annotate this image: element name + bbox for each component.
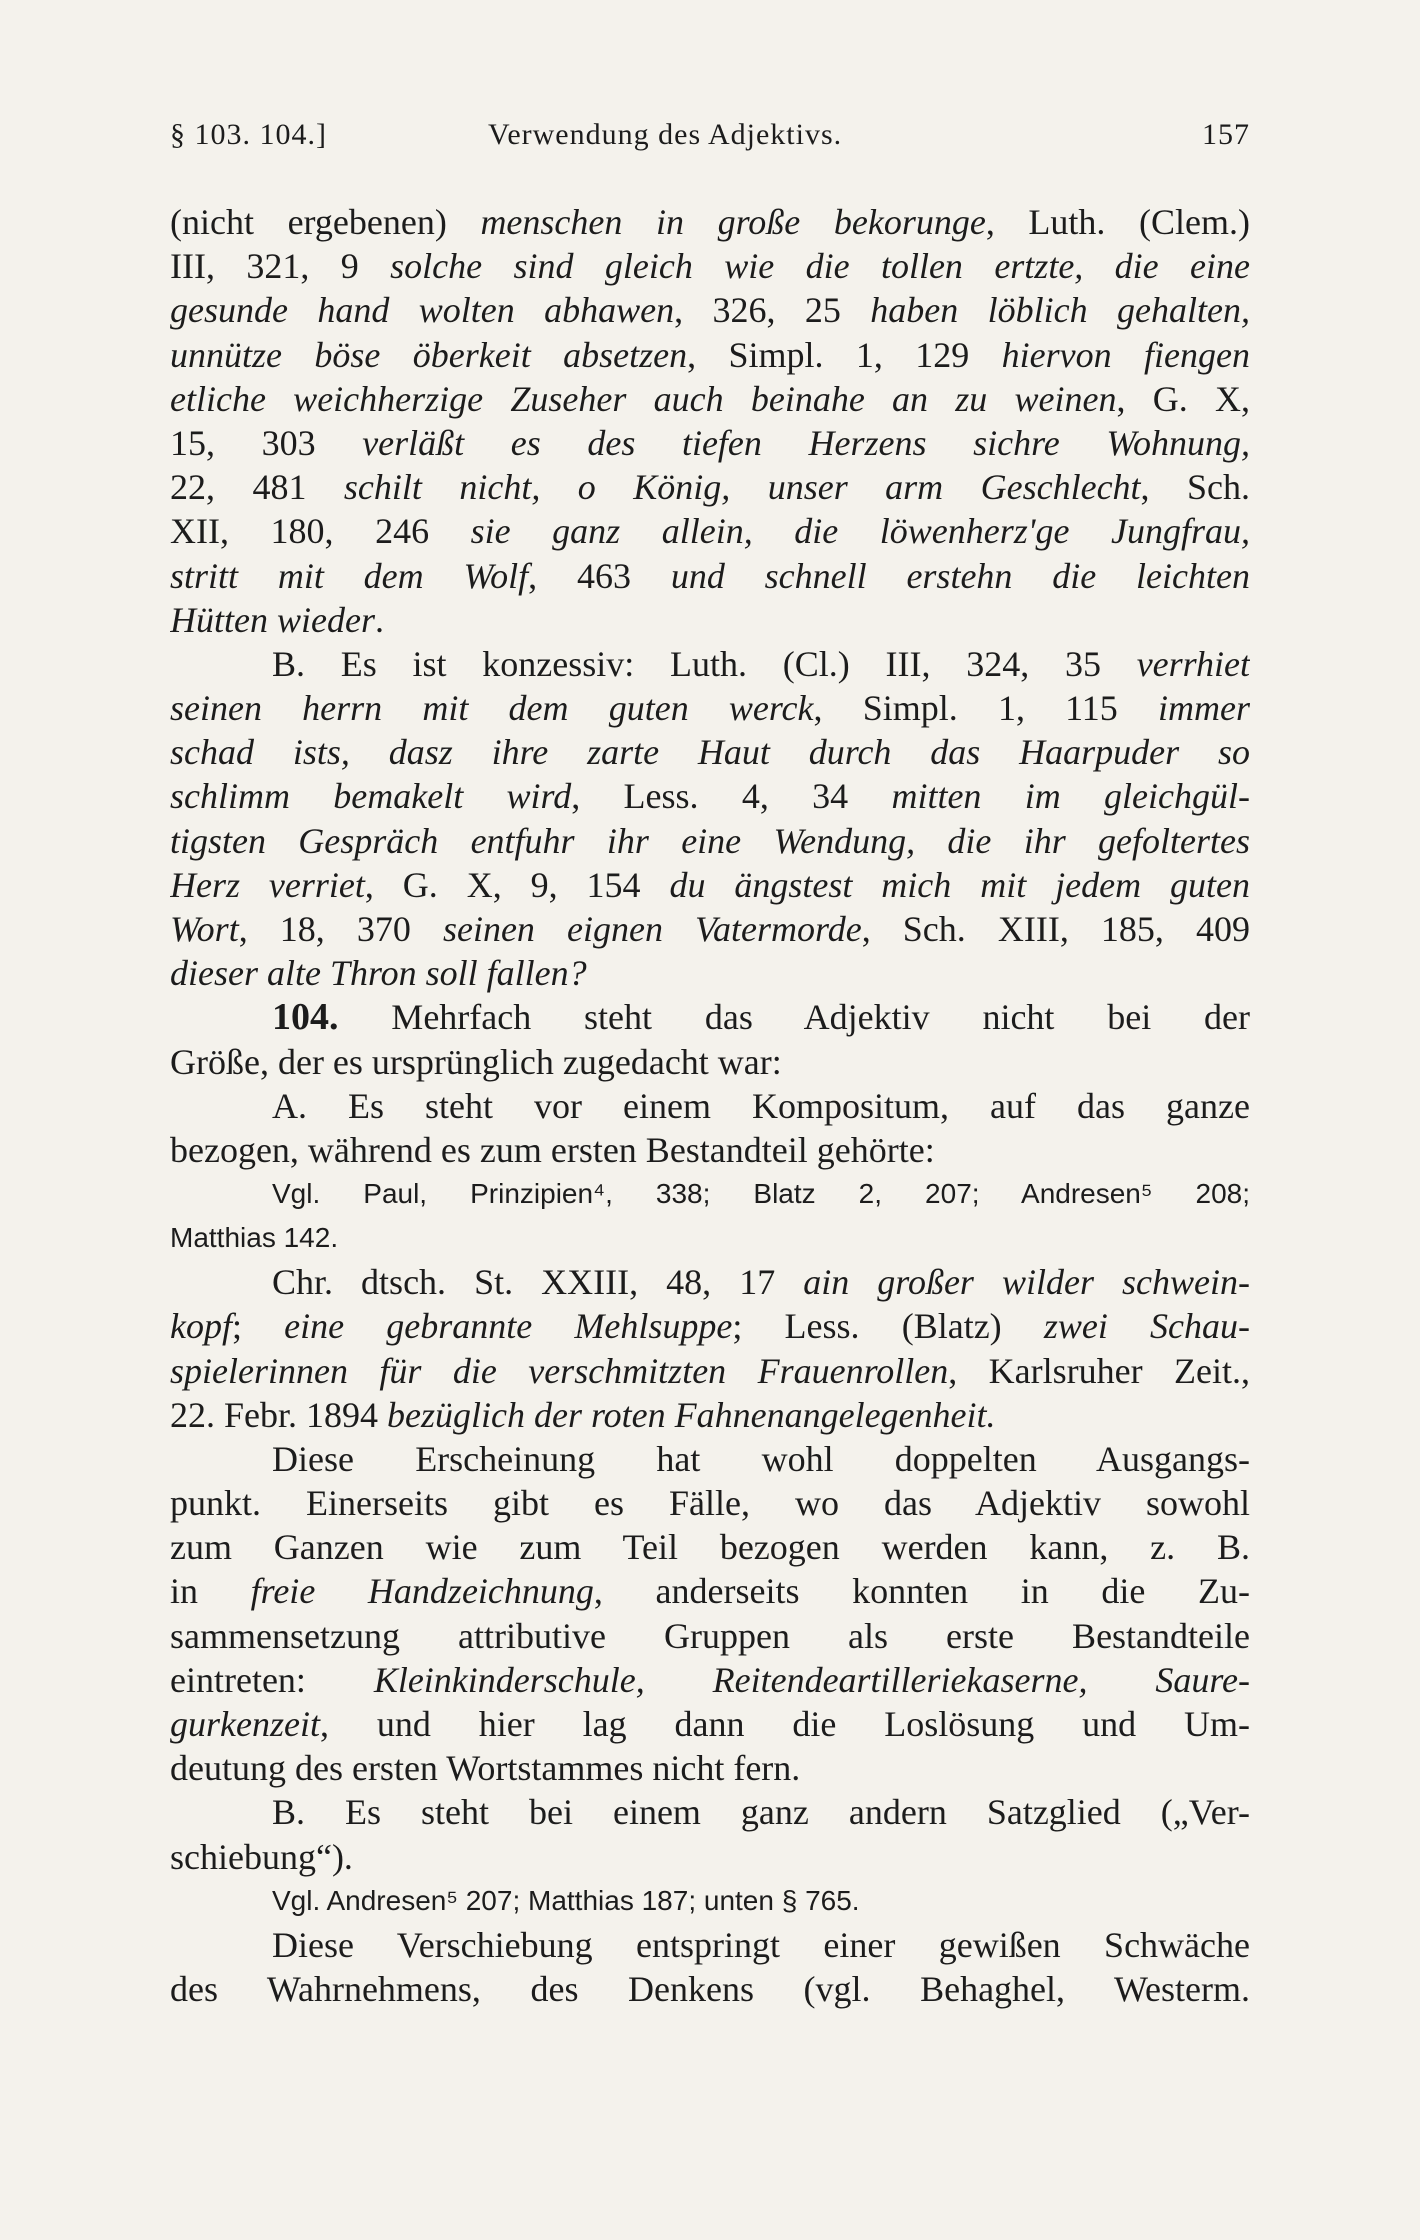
text-span: punkt. Einerseits gibt es Fälle, wo das Adjektiv sowohl [170, 1483, 1250, 1524]
quotation-text: dieser alte Thron soll fallen? [170, 953, 587, 994]
text-line [170, 1835, 1250, 1879]
text-span: , G. X, [1116, 378, 1250, 419]
text-span: Matthias 142. [170, 1222, 339, 1254]
text-span: A. Es steht vor einem Kompositum, auf das ganze [272, 1085, 1250, 1126]
text-line [170, 421, 1250, 465]
quotation-text: eine gebrannte Mehlsuppe [284, 1306, 733, 1347]
text-span: eintreten: [170, 1659, 374, 1700]
text-line [170, 377, 1250, 421]
reference-line [170, 1216, 1250, 1260]
text-line [170, 1923, 1250, 1967]
quotation-text: unnütze böse öberkeit absetzen [170, 334, 688, 375]
text-span: zum Ganzen wie zum Teil bezogen werden kann, z. B. [170, 1527, 1250, 1568]
quotation-text: haben löblich gehalten, [870, 290, 1250, 331]
text-line [170, 1304, 1250, 1348]
text-span: , Luth. (Clem.) [985, 202, 1250, 242]
quotation-text: gurkenzeit [170, 1704, 320, 1744]
text-line [170, 554, 1250, 598]
text-span: , Karlsruher Zeit., [948, 1350, 1250, 1391]
quotation-text: Herz verriet [170, 864, 365, 905]
text-span: 22. Febr. 1894 [170, 1394, 388, 1435]
text-span: Chr. dtsch. St. XXIII, 48, 17 [272, 1262, 804, 1303]
text-line [170, 1128, 1250, 1172]
text-line [170, 333, 1250, 377]
quotation-text: hiervon fiengen [1001, 334, 1250, 375]
text-line [170, 288, 1250, 332]
quotation-text: schad ists, dasz ihre zarte Haut durch das Haarpuder so [170, 732, 1250, 773]
text-span: , G. X, 9, 154 [364, 864, 670, 905]
quotation-text: verläßt es des tiefen Herzens sichre Wohnung, [362, 422, 1250, 463]
text-line [170, 1040, 1250, 1084]
text-line [170, 1746, 1250, 1790]
text-span: III, 321, 9 [170, 246, 391, 287]
text-line [170, 1658, 1250, 1702]
text-span: XII, 180, 246 [170, 511, 471, 552]
quotation-text: etliche weichherzige Zuseher auch beinahe an zu weinen [170, 378, 1117, 419]
text-span: B. Es ist konzessiv: Luth. (Cl.) III, 324, 35 [272, 643, 1137, 684]
text-line [170, 730, 1250, 774]
quotation-text: Hütten wieder [170, 599, 375, 640]
text-span: , Simpl. 1, 129 [687, 334, 1002, 375]
text-line [170, 1481, 1250, 1525]
text-line [170, 774, 1250, 818]
text-span: deutung des ersten Wortstammes nicht fern. [170, 1748, 801, 1789]
text-span: , Sch. [1140, 467, 1250, 508]
text-span: Vgl. Andresen⁵ 207; Matthias 187; unten § 765. [272, 1884, 860, 1916]
text-span: , 18, 370 [238, 909, 443, 949]
text-span: ; [231, 1306, 285, 1347]
running-title: Verwendung des Adjektivs. [488, 118, 843, 151]
paragraph-number: 104. [272, 996, 339, 1039]
text-span: schiebung“). [170, 1836, 353, 1877]
text-span: Vgl. Paul, Prinzipien⁴, 338; Blatz 2, 207; Andresen⁵ 208; [272, 1178, 1250, 1210]
quotation-text: stritt mit dem Wolf [170, 555, 529, 596]
quotation-text: solche sind gleich wie die tollen ertzte, die eine [390, 246, 1250, 287]
text-line [170, 509, 1250, 553]
quotation-text: bezüglich der roten Fahnenangelegenheit. [387, 1394, 996, 1435]
text-line [170, 951, 1250, 995]
quotation-text: Kleinkinderschule, Reitendeartilleriekaserne, Saure- [373, 1659, 1250, 1700]
page-number: 157 [1202, 118, 1250, 151]
quotation-text: menschen in große bekorunge [480, 202, 986, 242]
text-span: sammensetzung attributive Gruppen als erste Bestandteile [170, 1615, 1250, 1656]
quotation-text: du ängstest mich mit jedem guten [669, 864, 1250, 905]
text-line [170, 1525, 1250, 1569]
quotation-text: verrhiet [1136, 643, 1250, 684]
text-span: Diese Verschiebung entspringt einer gewißen Schwäche [272, 1924, 1250, 1965]
text-span: des Wahrnehmens, des Denkens (vgl. Behaghel, Westerm. [170, 1968, 1250, 2009]
text-span: , Simpl. 1, 115 [813, 688, 1159, 729]
text-line [170, 1437, 1250, 1481]
quotation-text: seinen eignen Vatermorde [442, 909, 862, 949]
quotation-text: mitten im gleichgül- [891, 776, 1250, 817]
quotation-text: kopf [170, 1306, 232, 1347]
quotation-text: immer [1158, 688, 1250, 729]
text-span: 22, 481 [170, 467, 344, 508]
quotation-text: zwei Schau- [1043, 1306, 1250, 1347]
text-line [170, 863, 1250, 907]
text-span: (nicht ergebenen) [170, 202, 481, 242]
quotation-text: tigsten Gespräch entfuhr ihr eine Wendung, die ihr gefoltertes [170, 820, 1250, 861]
text-span: 15, 303 [170, 422, 363, 463]
text-line [170, 1393, 1250, 1437]
text-line [170, 465, 1250, 509]
text-span: , anderseits konnten in die Zu- [593, 1571, 1250, 1612]
quotation-text: schilt nicht, o König, unser arm Geschlecht [343, 467, 1141, 508]
text-line [170, 642, 1250, 686]
quotation-text: spielerinnen für die verschmitzten Frauenrollen [170, 1350, 949, 1391]
text-span: , und hier lag dann die Loslösung und Um- [319, 1704, 1250, 1744]
text-line [170, 244, 1250, 288]
text-line [170, 686, 1250, 730]
text-span: bezogen, während es zum ersten Bestandteil gehörte: [170, 1129, 935, 1170]
quotation-text: schlimm bemakelt wird [170, 776, 572, 817]
text-line [170, 1790, 1250, 1834]
quotation-text: sie ganz allein, die löwenherz'ge Jungfrau, [470, 511, 1250, 552]
text-span: Mehrfach steht das Adjektiv nicht bei der [338, 997, 1250, 1038]
quotation-text: Wort [170, 909, 239, 949]
text-span: , Less. 4, 34 [571, 776, 892, 817]
text-line [170, 1260, 1250, 1304]
quotation-text: seinen herrn mit dem guten werck [170, 688, 814, 729]
reference-line [170, 1879, 1250, 1923]
text-span: B. Es steht bei einem ganz andern Satzglied („Ver- [272, 1792, 1250, 1833]
text-line [170, 1967, 1250, 2011]
text-span: in [170, 1571, 251, 1612]
text-line [170, 1614, 1250, 1658]
reference-line [170, 1172, 1250, 1216]
text-line [170, 1084, 1250, 1128]
text-line [170, 1702, 1250, 1746]
body-text [170, 200, 1250, 2011]
text-span: , 326, 25 [674, 290, 871, 331]
text-line [170, 1349, 1250, 1393]
section-reference: § 103. 104.] [170, 118, 327, 151]
text-span: . [374, 599, 384, 640]
text-span: Größe, der es ursprünglich zugedacht war: [170, 1041, 782, 1082]
text-span: , 463 [528, 555, 671, 596]
quotation-text: und schnell erstehn die leichten [670, 555, 1250, 596]
text-line [170, 819, 1250, 863]
text-line [170, 200, 1250, 244]
text-span: , Sch. XIII, 185, 409 [861, 909, 1250, 949]
text-span: ; Less. (Blatz) [732, 1306, 1044, 1347]
running-header [170, 118, 1250, 162]
text-line [170, 995, 1250, 1039]
quotation-text: ain großer wilder schwein- [803, 1262, 1250, 1303]
text-span: Diese Erscheinung hat wohl doppelten Ausgangs- [272, 1438, 1250, 1479]
quotation-text: gesunde hand wolten abhawen [170, 290, 675, 331]
text-line [170, 1569, 1250, 1613]
text-line [170, 598, 1250, 642]
text-line [170, 907, 1250, 951]
quotation-text: freie Handzeichnung [250, 1571, 594, 1612]
